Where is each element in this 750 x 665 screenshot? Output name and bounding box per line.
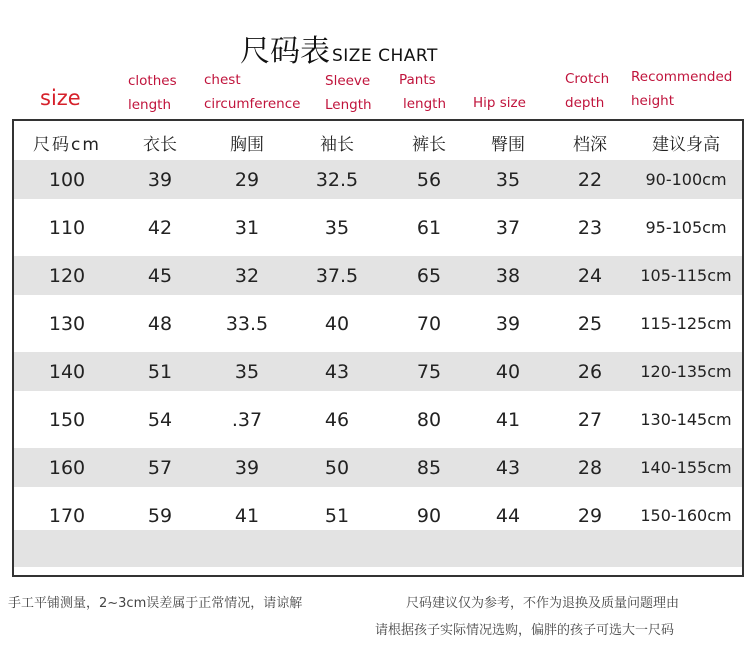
table-cell: 33.5 [225,312,269,335]
table-cell: 23 [577,216,603,239]
table-cell: 54 [147,408,173,431]
chart-title-zh: 尺码表 [240,34,330,69]
chart-title [240,26,438,70]
table-cell: 41 [234,504,260,527]
footer-note-right-2: 请根据孩子实际情况选购，偏胖的孩子可选大一尺码 [375,623,675,638]
table-cell: 42 [147,216,173,239]
en-header-pants [399,68,446,116]
table-cell: 80 [416,408,442,431]
table-cell: 43 [324,360,350,383]
size-table [12,119,744,577]
table-cell: 170 [48,504,86,527]
table-cell: 37.5 [315,264,359,287]
table-cell: 24 [577,264,603,287]
table-cell: 50 [324,456,350,479]
header-cell-size: 尺码cm [33,135,101,155]
table-cell: 130-145cm [640,410,732,429]
table-cell: .37 [231,408,263,431]
table-row [14,208,742,247]
en-header-crotch [565,67,609,115]
header-cell-height: 建议身高 [652,135,720,155]
table-cell: 43 [495,456,521,479]
table-cell: 51 [324,504,350,527]
table-cell: 57 [147,456,173,479]
table-cell: 45 [147,264,173,287]
table-cell: 29 [577,504,603,527]
header-cell-pants: 裤长 [412,135,446,155]
table-cell: 59 [147,504,173,527]
en-header-line1: Pants [399,72,436,88]
header-cell-hip: 臀围 [491,135,525,155]
header-cell-clothes-length: 衣长 [143,135,177,155]
table-cell: 51 [147,360,173,383]
table-cell: 150 [48,408,86,431]
table-cell: 56 [416,168,442,191]
header-cell-sleeve: 袖长 [320,135,354,155]
table-cell: 35 [324,216,350,239]
table-cell: 39 [234,456,260,479]
table-row [14,256,742,295]
table-cell: 37 [495,216,521,239]
en-header-line1: Recommended [631,69,733,85]
table-cell: 150-160cm [640,506,732,525]
table-row [14,352,742,391]
en-header-line1: Sleeve [325,73,371,89]
table-cell: 110 [48,216,86,239]
en-header-line1: Hip size [473,95,526,111]
en-header-hip [473,91,526,115]
table-cell: 160 [48,456,86,479]
en-header-clothes-length [128,69,177,117]
en-header-line2: depth [565,95,605,111]
en-header-line2: length [128,97,172,113]
table-cell: 40 [324,312,350,335]
chart-title-en: SIZE CHART [332,46,438,66]
table-cell: 28 [577,456,603,479]
table-cell: 61 [416,216,442,239]
table-cell: 41 [495,408,521,431]
table-cell: 26 [577,360,603,383]
table-empty-row [14,530,742,567]
en-header-chest [204,68,300,116]
table-cell: 27 [577,408,603,431]
table-cell: 95-105cm [645,218,727,237]
size-label: size [40,86,81,110]
table-cell: 39 [495,312,521,335]
table-row [14,160,742,199]
table-row [14,304,742,343]
table-cell: 38 [495,264,521,287]
table-cell: 70 [416,312,442,335]
table-cell: 48 [147,312,173,335]
table-row [14,400,742,439]
table-cell: 115-125cm [640,314,732,333]
en-header-line2: Length [325,97,372,113]
table-cell: 35 [495,168,521,191]
en-header-height [631,65,732,113]
footer-note-right-1: 尺码建议仅为参考，不作为退换及质量问题理由 [406,596,680,611]
table-cell: 90-100cm [645,170,727,189]
en-header-line1: Crotch [565,71,610,87]
table-cell: 120-135cm [640,362,732,381]
en-header-line1: clothes [128,73,177,89]
table-cell: 40 [495,360,521,383]
table-cell: 22 [577,168,603,191]
table-cell: 35 [234,360,260,383]
table-cell: 32 [234,264,260,287]
footer-note-left: 手工平铺测量，2~3cm误差属于正常情况，请谅解 [8,596,303,611]
table-row [14,448,742,487]
table-header-row [14,123,742,162]
en-header-line2: circumference [204,96,301,112]
table-cell: 140 [48,360,86,383]
table-cell: 140-155cm [640,458,732,477]
table-cell: 29 [234,168,260,191]
table-cell: 90 [416,504,442,527]
table-cell: 100 [48,168,86,191]
header-cell-chest: 胸围 [230,135,264,155]
en-header-line1: chest [204,72,241,88]
table-cell: 46 [324,408,350,431]
table-cell: 39 [147,168,173,191]
table-cell: 75 [416,360,442,383]
en-header-line2: length [403,96,447,112]
en-header-line2: height [631,93,675,109]
table-cell: 120 [48,264,86,287]
table-cell: 44 [495,504,521,527]
table-cell: 32.5 [315,168,359,191]
table-cell: 130 [48,312,86,335]
table-cell: 25 [577,312,603,335]
en-header-sleeve [325,69,372,117]
table-cell: 65 [416,264,442,287]
table-cell: 31 [234,216,260,239]
table-cell: 85 [416,456,442,479]
table-cell: 105-115cm [640,266,732,285]
header-cell-crotch: 档深 [573,135,607,155]
